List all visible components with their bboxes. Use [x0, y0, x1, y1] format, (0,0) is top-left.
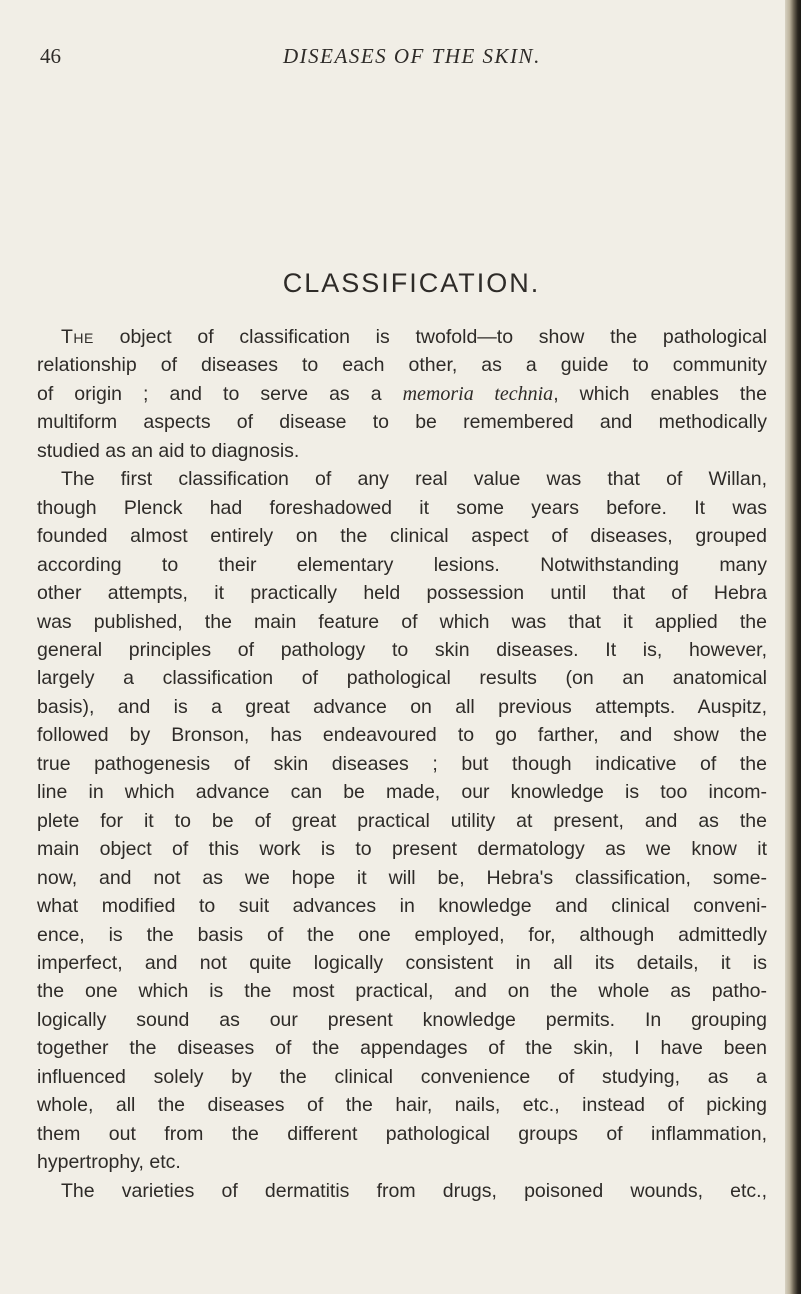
text-line: The first classification of any real value was that of Willan, — [61, 468, 767, 491]
latin-phrase: memoria technia — [402, 382, 554, 405]
text-line: largely a classification of pathological results (on an anatomical — [37, 667, 767, 690]
text-line: founded almost entirely on the clinical aspect of diseases, grouped — [37, 525, 767, 548]
page-edge-shadow — [785, 0, 801, 1294]
lead-word: The — [61, 326, 94, 348]
text-line — [37, 323, 767, 351]
text-line: them out from the different pathological groups of inflammation, — [37, 1122, 767, 1145]
text-line: influenced solely by the clinical convenience of studying, as a — [37, 1065, 767, 1088]
text-line: true pathogenesis of skin diseases ; but though indicative of the — [37, 752, 767, 775]
text-line: multiform aspects of disease to be remembered and methodically — [37, 411, 767, 434]
text-line: followed by Bronson, has endeavoured to go farther, and show the — [37, 724, 767, 747]
text-line: general principles of pathology to skin diseases. It is, however, — [37, 638, 767, 661]
page-header — [0, 44, 780, 74]
text-line: whole, all the diseases of the hair, nails, etc., instead of picking — [37, 1094, 767, 1117]
text-line: relationship of diseases to each other, as a guide to community — [37, 354, 767, 377]
text-line: what modified to suit advances in knowledge and clinical conveni- — [37, 895, 767, 918]
text-line: main object of this work is to present dermatology as we know it — [37, 838, 767, 861]
text-line: line in which advance can be made, our knowledge is too incom- — [37, 781, 767, 804]
text-line: basis), and is a great advance on all previous attempts. Auspitz, — [37, 695, 767, 718]
text-line: now, and not as we hope it will be, Hebra's classification, some- — [37, 866, 767, 889]
text-line: other attempts, it practically held possession until that of Hebra — [37, 582, 767, 605]
text-line: though Plenck had foreshadowed it some years before. It was — [37, 496, 767, 519]
text-line: of origin ; and to serve as a memoria technia, which enables the — [37, 382, 767, 405]
text-line: logically sound as our present knowledge permits. In grouping — [37, 1008, 767, 1031]
text-line: together the diseases of the appendages of the skin, I have been — [37, 1037, 767, 1060]
body-text — [37, 323, 767, 1205]
text-line: imperfect, and not quite logically consistent in all its details, it is — [37, 951, 767, 974]
text-line: was published, the main feature of which was that it applied the — [37, 610, 767, 633]
text-line: ence, is the basis of the one employed, for, although admittedly — [37, 923, 767, 946]
section-title: CLASSIFICATION. — [282, 268, 541, 298]
text-line: The varieties of dermatitis from drugs, poisoned wounds, etc., — [61, 1179, 767, 1202]
text-line: studied as an aid to diagnosis. — [37, 439, 300, 462]
text-line: hypertrophy, etc. — [37, 1151, 181, 1174]
page-number: 46 — [40, 44, 61, 68]
text-line: according to their elementary lesions. Notwithstanding many — [37, 553, 767, 576]
text-line: plete for it to be of great practical utility at present, and as the — [37, 809, 767, 832]
running-head: DISEASES OF THE SKIN. — [283, 44, 541, 68]
text-line: the one which is the most practical, and on the whole as patho- — [37, 980, 767, 1003]
text-segment: The object of classification is twofold—to show the pathological — [61, 326, 767, 348]
